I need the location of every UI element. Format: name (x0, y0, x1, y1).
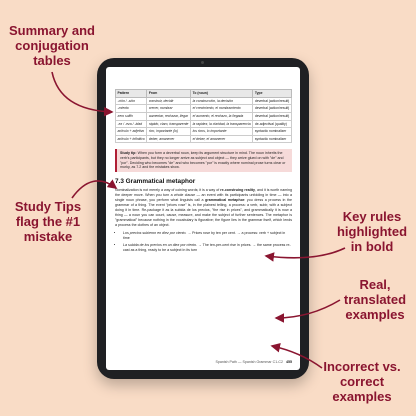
callout-study-tips (2, 200, 94, 245)
nominalization-table (115, 89, 292, 143)
callout-key-rules (330, 210, 414, 255)
table-cell: syntactic nominalizer (253, 135, 292, 143)
table-cell: el aumento, el rechazo, la llegada (191, 112, 253, 120)
page-number: 455 (286, 360, 292, 364)
table-row (116, 120, 292, 128)
table-cell: la rapidez, la claridad, la transparencia (191, 120, 253, 128)
camera-dot (201, 61, 204, 64)
list-item (123, 231, 292, 241)
table-cell: artículo + infinitivo (116, 135, 147, 143)
callout-key-rules-text: Key rules highlighted in bold (336, 209, 408, 254)
study-tip-text: When you form a deverbal noun, keep its argument structure in mind. The noun inherits the verb's participants, but they no longer arrive as subject and object — they arrive glued on with "de" and "por". Deciding who becomes "de" and who becomes "por" is exactly where nominal prose turns clear or murky, as 7.2 and the mistakes show. (120, 151, 286, 170)
table-cell: el crecimiento, el nombramiento (191, 105, 253, 113)
key-rule-bold: re-construing reality (220, 188, 255, 193)
callout-study-tips-text: Study Tips flag the #1 mistake (14, 199, 82, 244)
list-item (123, 243, 292, 253)
paragraph-text: , and it is worth naming the deeper move. When you turn a whole clause — an event with its participants unfolding in time — into a single noun phrase, you perform what linguists call a (115, 188, 292, 202)
table-row (116, 112, 292, 120)
paragraph-text: : you dress a process in the grammar of a thing. The event "prices rose" is, in the plainest telling, a process: a verb, subir, with a subject doing it in time. Re-package it as la subida de los precios, "the rise in prices", and grammatically it is now a thing — a noun you can count, cause, measure, and make the subject of further sentences. The metaphor is "grammatical" because nothing in the vocabulary is figurative; the figure lies in the grammar itself, which lends a process the clothes of an object. (115, 197, 292, 227)
table-header-cell: From (147, 90, 191, 98)
callout-incorrect-correct (310, 360, 414, 405)
section-title: 7.3 Grammatical metaphor (115, 178, 196, 186)
table-cell: construir, decidir (147, 97, 191, 105)
table-cell: deverbal (action/result) (253, 105, 292, 113)
table-cell: syntactic nominalizer (253, 128, 292, 136)
callout-real-examples (335, 278, 415, 323)
callout-summary-tables (8, 24, 96, 69)
table-cell: aumentar, rechazar, llegar (147, 112, 191, 120)
table-cell: deverbal (action/result) (253, 112, 292, 120)
page-footer (215, 360, 292, 364)
study-tip-label: Study tip: (120, 151, 137, 156)
table-cell: de-adjectival (quality) (253, 120, 292, 128)
example-english: → The ten-per-cent rise in prices. → the same process re-cast as a thing, ready to be a subject in its turn (123, 242, 291, 252)
table-row (116, 97, 292, 105)
table-cell: deverbal (action/result) (253, 97, 292, 105)
table-cell: -ción / -sión (116, 97, 147, 105)
example-spanish: La subida de los precios en un diez por ciento. (123, 242, 198, 247)
table-header-cell: To (noun) (191, 90, 253, 98)
examples-list (115, 231, 292, 253)
table-cell: rico, importante (lo) (147, 128, 191, 136)
book-page[interactable] (106, 67, 300, 370)
table-cell: crecer, nombrar (147, 105, 191, 113)
table-row (116, 128, 292, 136)
table-cell: artículo + adjetivo (116, 128, 147, 136)
paragraph-text: Nominalization is not merely a way of coining words; it is a way of (115, 188, 221, 193)
running-head: Spanish Path — Spanish Grammar C1-C2 (215, 360, 283, 364)
table-cell: zero suffix (116, 112, 147, 120)
table-cell: -ez / -eza / -idad (116, 120, 147, 128)
table-cell: deber, amanecer (147, 135, 191, 143)
table-header-row (116, 90, 292, 98)
table-cell: el deber, el amanecer (191, 135, 253, 143)
table-row (116, 105, 292, 113)
table-cell: rápido, claro, transparente (147, 120, 191, 128)
table-header-cell: Type (253, 90, 292, 98)
tablet-device (97, 58, 309, 379)
table-header-cell: Pattern (116, 90, 147, 98)
callout-incorrect-correct-text: Incorrect vs. correct examples (323, 359, 401, 404)
example-english: → Prices rose by ten per cent. → a process: verb + subject in time (123, 230, 286, 240)
table-cell: -miento (116, 105, 147, 113)
table-cell: la construcción, la decisión (191, 97, 253, 105)
callout-summary-text: Summary and conjugation tables (9, 23, 95, 68)
example-spanish: Los precios subieron en diez por ciento. (123, 230, 187, 235)
key-rule-bold: grammatical metaphor (205, 197, 245, 202)
table-cell: los ricos, lo importante (191, 128, 253, 136)
body-paragraph (115, 188, 292, 228)
study-tip-box (115, 149, 292, 172)
table-row (116, 135, 292, 143)
callout-real-examples-text: Real, translated examples (343, 277, 407, 322)
